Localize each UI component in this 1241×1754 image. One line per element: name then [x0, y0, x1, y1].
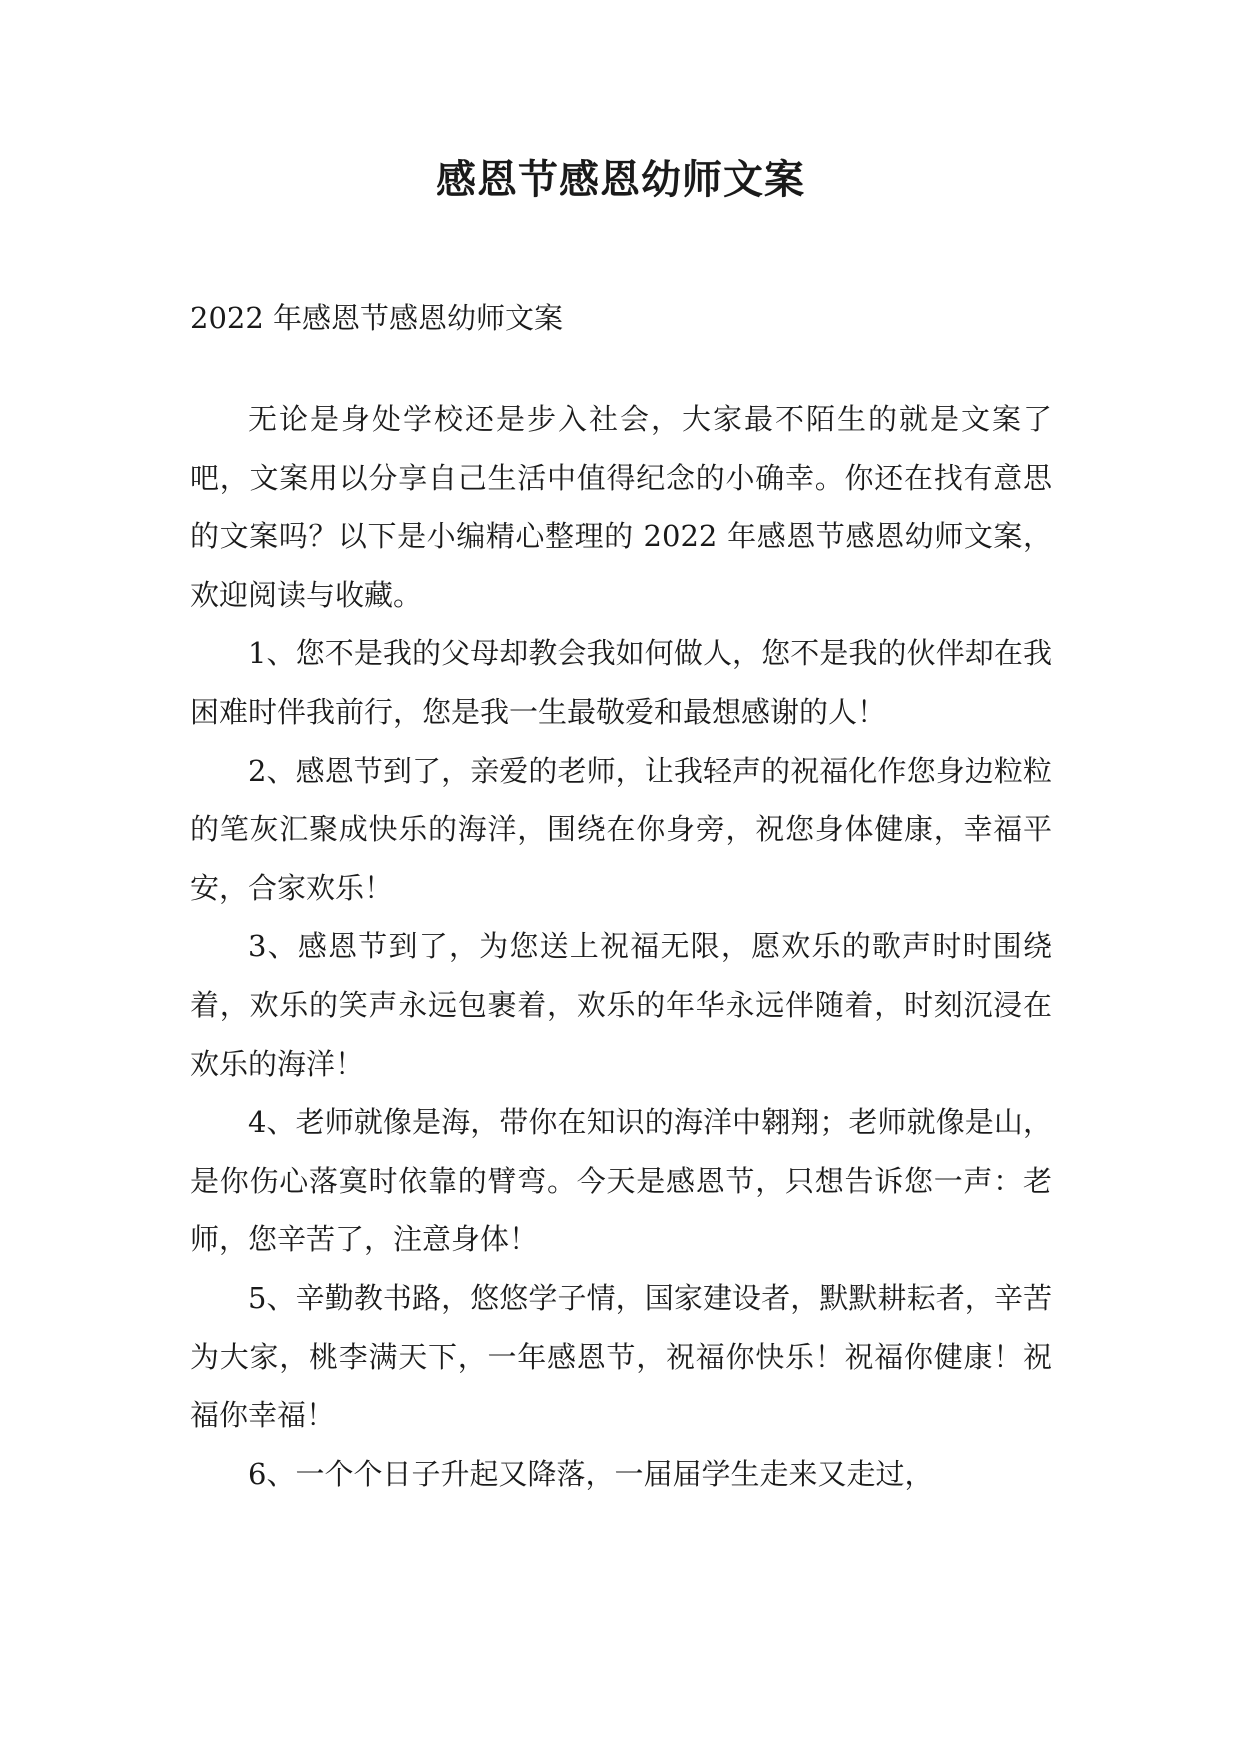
document-body: [190, 290, 1052, 1503]
paragraph-item-2: 2、感恩节到了，亲爱的老师，让我轻声的祝福化作您身边粒粒的笔灰汇聚成快乐的海洋，围绕在你身旁，祝您身体健康，幸福平安，合家欢乐！: [190, 753, 1052, 905]
intro-paragraph: 无论是身处学校还是步入社会，大家最不陌生的就是文案了吧，文案用以分享自己生活中值得纪念的小确幸。你还在找有意思的文案吗？以下是小编精心整理的 2022 年感恩节感恩幼师文案，欢迎阅读与收藏。: [190, 402, 1052, 612]
paragraph-item-6: 6、一个个日子升起又降落，一届届学生走来又走过，: [248, 1456, 934, 1491]
page-title: 感恩节感恩幼师文案: [436, 156, 805, 203]
paragraph-item-4: 4、老师就像是海，带你在知识的海洋中翱翔；老师就像是山，是你伤心落寞时依靠的臂弯。今天是感恩节，只想告诉您一声：老师，您辛苦了，注意身体！: [190, 1105, 1052, 1257]
paragraph-item-3: 3、感恩节到了，为您送上祝福无限，愿欢乐的歌声时时围绕着，欢乐的笑声永远包裹着，欢乐的年华永远伴随着，时刻沉浸在欢乐的海洋！: [190, 929, 1052, 1081]
paragraph-item-1: 1、您不是我的父母却教会我如何做人，您不是我的伙伴却在我困难时伴我前行，您是我一生最敬爱和最想感谢的人！: [190, 636, 1052, 729]
paragraph-item-5: 5、辛勤教书路，悠悠学子情，国家建设者，默默耕耘者，辛苦为大家，桃李满天下，一年感恩节，祝福你快乐！祝福你健康！祝福你幸福！: [190, 1280, 1052, 1433]
document-subtitle: 2022 年感恩节感恩幼师文案: [190, 301, 564, 335]
